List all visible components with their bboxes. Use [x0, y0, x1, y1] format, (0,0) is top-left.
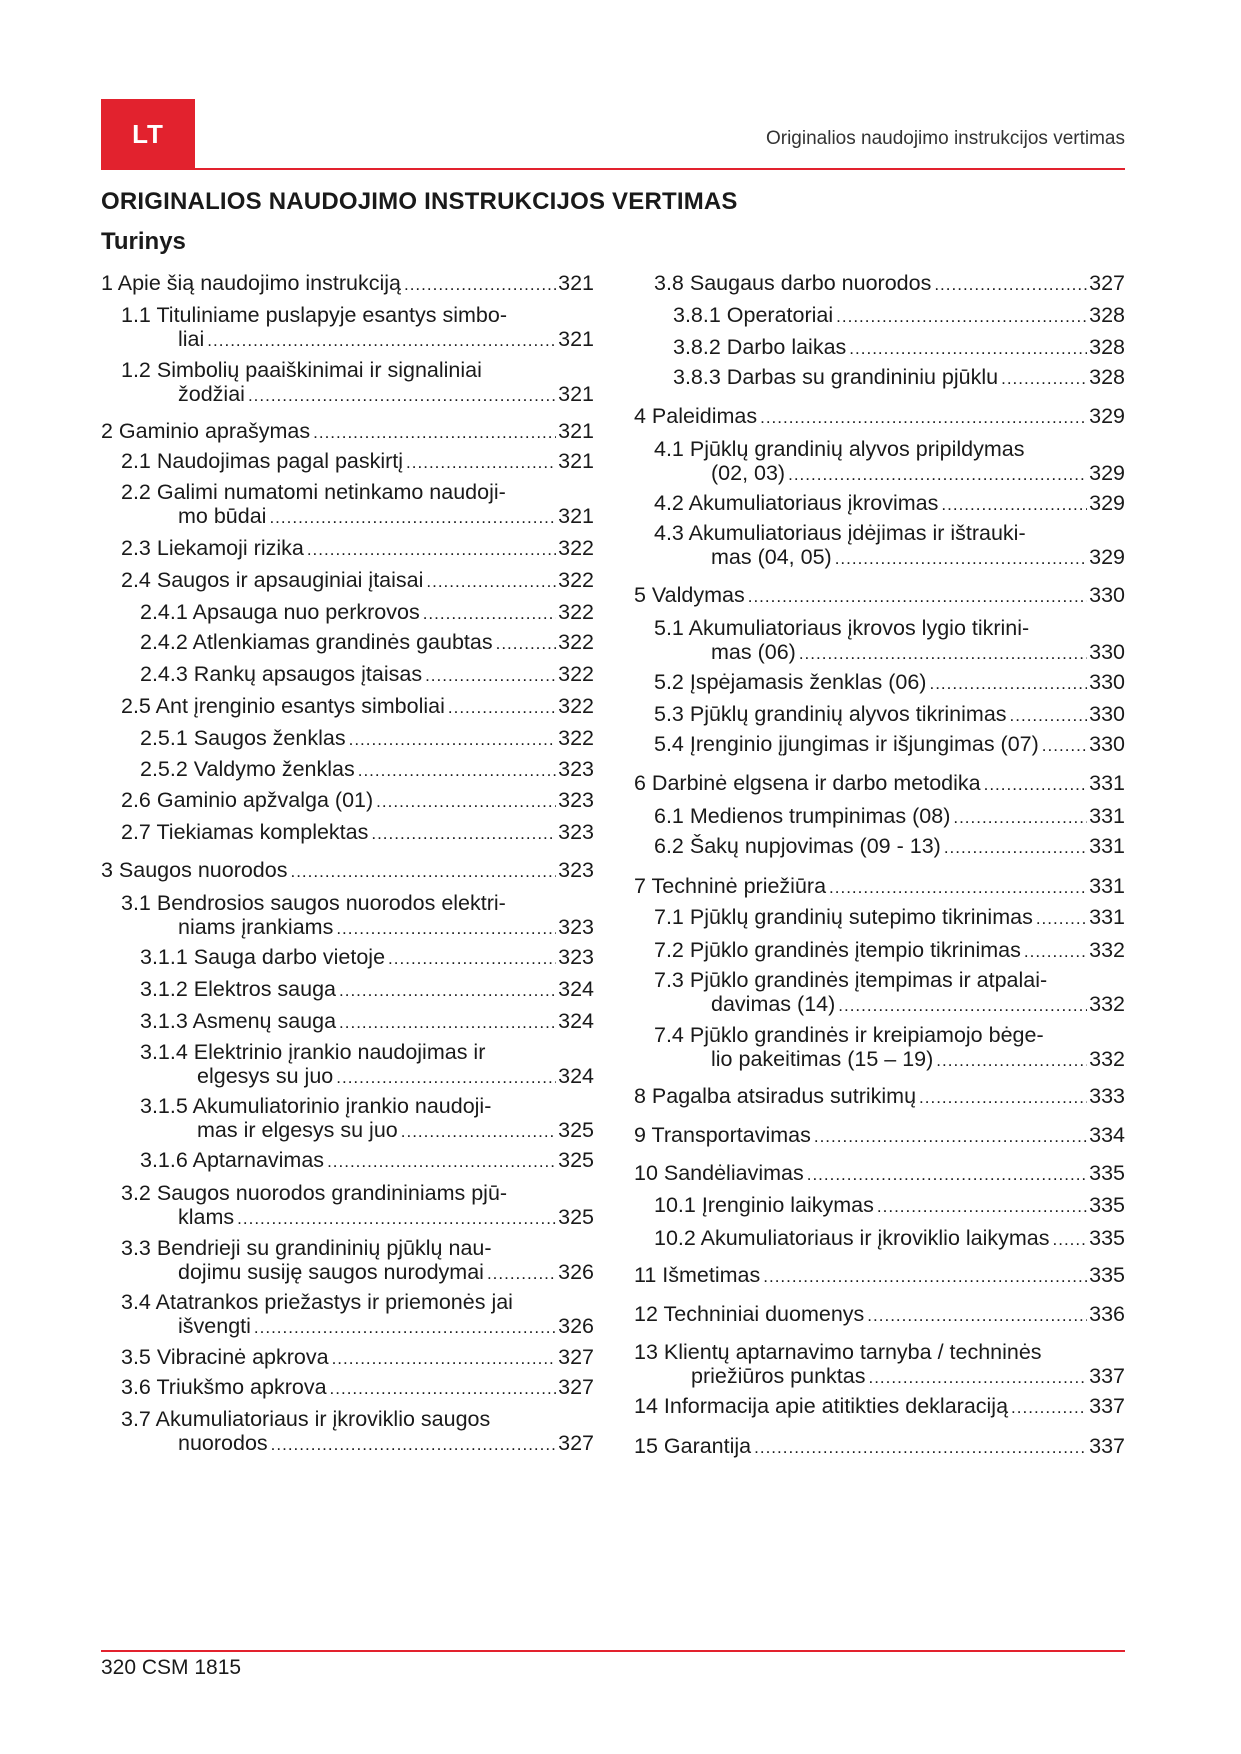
toc-entry[interactable]: [673, 302, 1125, 328]
toc-entry-continuation: priežiūros punktas: [691, 1364, 866, 1388]
dot-leader: [838, 995, 1087, 1017]
dot-leader: [425, 665, 556, 687]
toc-entry[interactable]: [178, 1430, 594, 1456]
dot-leader: [1036, 908, 1087, 930]
toc-page-number: 330: [1089, 702, 1125, 726]
toc-entry[interactable]: [654, 1225, 1125, 1251]
toc-entry[interactable]: [140, 661, 594, 687]
toc-page-number: 323: [558, 945, 594, 969]
toc-page-number: 328: [1089, 303, 1125, 327]
dot-leader: [496, 633, 557, 655]
toc-entry-text: 3.8.2 Darbo laikas: [673, 335, 847, 359]
toc-entry-text: 4 Paleidimas: [634, 404, 758, 428]
toc-entry-text: 6.1 Medienos trumpinimas (08): [654, 804, 951, 828]
toc-entry[interactable]: [101, 270, 594, 296]
toc-entry-text: 3.1.6 Aptarnavimas: [140, 1148, 325, 1172]
toc-entry[interactable]: [634, 770, 1125, 796]
toc-entry[interactable]: [654, 731, 1125, 757]
toc-entry-text: 10.2 Akumuliatoriaus ir įkroviklio laikymas: [654, 1226, 1050, 1250]
dot-leader: [934, 274, 1087, 296]
toc-page-number: 327: [558, 1375, 594, 1399]
toc-heading: Turinys: [101, 228, 186, 255]
toc-page-number: 321: [558, 271, 594, 295]
toc-page-number: 329: [1089, 545, 1125, 569]
dot-leader: [448, 697, 556, 719]
toc-page-number: 330: [1089, 732, 1125, 756]
toc-entry-text: 2.4.2 Atlenkiamas grandinės gaubtas: [140, 630, 493, 654]
toc-entry-continuation: liai: [178, 327, 205, 351]
toc-entry-text: 7.1 Pjūklų grandinių sutepimo tikrinimas: [654, 905, 1033, 929]
toc-entry-text: 5.2 Įspėjamasis ženklas (06): [654, 670, 927, 694]
toc-entry-text: 12 Techniniai duomenys: [634, 1302, 865, 1326]
dot-leader: [248, 385, 556, 407]
toc-entry-text: 2.5.1 Saugos ženklas: [140, 726, 346, 750]
toc-page-number: 325: [558, 1148, 594, 1172]
toc-entry-text: 2.4.1 Apsauga nuo perkrovos: [140, 600, 420, 624]
toc-entry-text: 2.7 Tiekiamas komplektas: [121, 820, 369, 844]
toc-entry[interactable]: [634, 1262, 1125, 1288]
dot-leader: [936, 1050, 1087, 1072]
toc-page-number: 329: [1089, 461, 1125, 485]
toc-entry[interactable]: [673, 364, 1125, 390]
toc-entry-text: 3.5 Vibracinė apkrova: [121, 1345, 329, 1369]
toc-entry[interactable]: [654, 833, 1125, 859]
document-title: ORIGINALIOS NAUDOJIMO INSTRUKCIJOS VERTIMAS: [101, 188, 738, 215]
dot-leader: [1024, 941, 1087, 963]
toc-entry[interactable]: [654, 904, 1125, 930]
toc-entry-text: 7.4 Pjūklo grandinės ir kreipiamojo bėge-: [654, 1023, 1044, 1047]
toc-entry-text: 7.3 Pjūklo grandinės įtempimas ir atpalai-: [654, 968, 1048, 992]
dot-leader: [799, 643, 1087, 665]
toc-entry[interactable]: [197, 1117, 594, 1143]
dot-leader: [829, 877, 1087, 899]
running-header-title: Originalios naudojimo instrukcijos vertimas: [765, 128, 1125, 149]
toc-entry[interactable]: [634, 1122, 1125, 1148]
toc-page-number: 330: [1089, 583, 1125, 607]
toc-page-number: 323: [558, 915, 594, 939]
toc-entry-text: 3.8 Saugaus darbo nuorodos: [654, 271, 932, 295]
toc-entry-text: 6.2 Šakų nupjovimas (09 - 13): [654, 834, 941, 858]
toc-entry-text: 15 Garantija: [634, 1434, 752, 1458]
toc-entry[interactable]: [178, 326, 594, 352]
dot-leader: [814, 1126, 1087, 1148]
toc-page-number: 335: [1089, 1161, 1125, 1185]
toc-entry-text: 8 Pagalba atsiradus sutrikimų: [634, 1084, 917, 1108]
dot-leader: [953, 807, 1087, 829]
dot-leader: [388, 948, 556, 970]
toc-page-number: 325: [558, 1118, 594, 1142]
toc-entry-text: 3 Saugos nuorodos: [101, 858, 288, 882]
toc-entry[interactable]: [654, 669, 1125, 695]
toc-entry-continuation: elgesys su juo: [197, 1064, 334, 1088]
toc-entry[interactable]: [178, 914, 594, 940]
toc-entry[interactable]: [634, 403, 1125, 429]
toc-entry[interactable]: [178, 1259, 594, 1285]
toc-entry[interactable]: [711, 1046, 1125, 1072]
toc-entry[interactable]: [711, 544, 1125, 570]
toc-page-number: 321: [558, 327, 594, 351]
page-footer: 320 CSM 1815: [101, 1656, 242, 1679]
toc-entry-text: 3.1.3 Asmenų sauga: [140, 1009, 337, 1033]
toc-entry-text: 5.4 Įrenginio įjungimas ir išjungimas (07): [654, 732, 1039, 756]
toc-entry[interactable]: [178, 503, 594, 529]
toc-entry[interactable]: [140, 725, 594, 751]
toc-entry[interactable]: [140, 629, 594, 655]
toc-entry[interactable]: [178, 1204, 594, 1230]
toc-page-number: 335: [1089, 1263, 1125, 1287]
toc-entry-text: 2.5 Ant įrenginio esantys simboliai: [121, 694, 445, 718]
toc-entry-text: 3.8.1 Operatoriai: [673, 303, 834, 327]
toc-page-number: 326: [558, 1314, 594, 1338]
toc-entry-continuation: mas (04, 05): [711, 545, 832, 569]
dot-leader: [836, 306, 1087, 328]
toc-entry[interactable]: [178, 1313, 594, 1339]
toc-entry-text: 3.3 Bendrieji su grandininių pjūklų nau-: [121, 1236, 492, 1260]
toc-entry-text: 2.2 Galimi numatomi netinkamo naudoji-: [121, 480, 506, 504]
toc-entry-continuation: (02, 03): [711, 461, 786, 485]
toc-page-number: 327: [558, 1345, 594, 1369]
toc-entry[interactable]: [121, 787, 594, 813]
toc-entry[interactable]: [691, 1363, 1125, 1389]
toc-entry-text: 3.8.3 Darbas su grandininiu pjūklu: [673, 365, 999, 389]
dot-leader: [254, 1317, 556, 1339]
dot-leader: [941, 494, 1087, 516]
toc-entry-text: 3.6 Triukšmo apkrova: [121, 1375, 327, 1399]
toc-page-number: 322: [558, 662, 594, 686]
toc-entry[interactable]: [634, 1083, 1125, 1109]
toc-entry-text: 5.3 Pjūklų grandinių alyvos tikrinimas: [654, 702, 1007, 726]
toc-page-number: 322: [558, 568, 594, 592]
dot-leader: [358, 760, 556, 782]
toc-entry-text: 10.1 Įrenginio laikymas: [654, 1193, 874, 1217]
toc-entry-text: 6 Darbinė elgsena ir darbo metodika: [634, 771, 981, 795]
dot-leader: [406, 452, 556, 474]
toc-page-number: 331: [1089, 874, 1125, 898]
toc-page-number: 325: [558, 1205, 594, 1229]
dot-leader: [313, 422, 556, 444]
toc-entry[interactable]: [140, 756, 594, 782]
toc-page-number: 337: [1089, 1434, 1125, 1458]
toc-page-number: 326: [558, 1260, 594, 1284]
toc-entry-text: 1 Apie šią naudojimo instrukciją: [101, 271, 401, 295]
toc-entry-text: 3.1.4 Elektrinio įrankio naudojimas ir: [140, 1040, 486, 1064]
toc-page-number: 335: [1089, 1226, 1125, 1250]
toc-entry-continuation: mas (06): [711, 640, 796, 664]
toc-entry-continuation: išvengti: [178, 1314, 251, 1338]
dot-leader: [487, 1263, 556, 1285]
toc-page-number: 337: [1089, 1394, 1125, 1418]
dot-leader: [339, 1012, 556, 1034]
toc-entry[interactable]: [121, 1374, 594, 1400]
toc-entry-text: 2.4.3 Rankų apsaugos įtaisas: [140, 662, 423, 686]
dot-leader: [919, 1087, 1087, 1109]
dot-leader: [327, 1151, 556, 1173]
dot-leader: [944, 837, 1087, 859]
toc-entry[interactable]: [654, 701, 1125, 727]
dot-leader: [426, 571, 556, 593]
footer-divider: [101, 1650, 1125, 1652]
toc-entry-text: 10 Sandėliavimas: [634, 1161, 804, 1185]
toc-page-number: 329: [1089, 491, 1125, 515]
toc-entry[interactable]: [101, 418, 594, 444]
dot-leader: [271, 1434, 556, 1456]
toc-entry[interactable]: [140, 599, 594, 625]
toc-entry-text: 9 Transportavimas: [634, 1123, 811, 1147]
toc-page-number: 327: [1089, 271, 1125, 295]
dot-leader: [1001, 368, 1087, 390]
toc-entry-continuation: davimas (14): [711, 992, 836, 1016]
toc-entry[interactable]: [121, 567, 594, 593]
toc-entry[interactable]: [711, 639, 1125, 665]
toc-page-number: 330: [1089, 640, 1125, 664]
toc-page-number: 323: [558, 757, 594, 781]
dot-leader: [1042, 735, 1087, 757]
dot-leader: [269, 507, 556, 529]
toc-page-number: 335: [1089, 1193, 1125, 1217]
toc-entry-text: 5 Valdymas: [634, 583, 745, 607]
toc-page-number: 337: [1089, 1364, 1125, 1388]
toc-page-number: 321: [558, 419, 594, 443]
toc-page-number: 324: [558, 1064, 594, 1088]
toc-entry-continuation: žodžiai: [178, 382, 245, 406]
toc-entry-text: 1.1 Tituliniame puslapyje esantys simbo-: [121, 303, 507, 327]
toc-entry-continuation: mas ir elgesys su juo: [197, 1118, 398, 1142]
dot-leader: [1010, 705, 1088, 727]
toc-page-number: 334: [1089, 1123, 1125, 1147]
toc-entry-text: 4.1 Pjūklų grandinių alyvos pripildymas: [654, 437, 1025, 461]
toc-page-number: 328: [1089, 335, 1125, 359]
toc-page-number: 333: [1089, 1084, 1125, 1108]
toc-entry-text: 13 Klientų aptarnavimo tarnyba / techninės: [634, 1340, 1042, 1364]
dot-leader: [339, 980, 556, 1002]
dot-leader: [748, 586, 1087, 608]
toc-entry[interactable]: [121, 535, 594, 561]
dot-leader: [376, 791, 556, 813]
dot-leader: [1011, 1397, 1087, 1419]
toc-entry-text: 7.2 Pjūklo grandinės įtempio tikrinimas: [654, 938, 1021, 962]
toc-page-number: 322: [558, 694, 594, 718]
dot-leader: [336, 918, 556, 940]
dot-leader: [336, 1067, 556, 1089]
toc-entry[interactable]: [121, 819, 594, 845]
toc-entry-text: 3.1.1 Sauga darbo vietoje: [140, 945, 386, 969]
toc-entry-continuation: dojimu susiję saugos nurodymai: [178, 1260, 484, 1284]
toc-page-number: 324: [558, 1009, 594, 1033]
toc-page-number: 324: [558, 977, 594, 1001]
toc-page-number: 322: [558, 536, 594, 560]
dot-leader: [349, 729, 557, 751]
toc-entry[interactable]: [654, 937, 1125, 963]
toc-entry-text: 2 Gaminio aprašymas: [101, 419, 311, 443]
dot-leader: [835, 548, 1087, 570]
dot-leader: [423, 603, 556, 625]
dot-leader: [877, 1196, 1087, 1218]
toc-page-number: 328: [1089, 365, 1125, 389]
toc-page-number: 331: [1089, 834, 1125, 858]
toc-entry[interactable]: [634, 1160, 1125, 1186]
toc-entry[interactable]: [197, 1063, 594, 1089]
toc-entry[interactable]: [711, 991, 1125, 1017]
toc-page-number: 322: [558, 600, 594, 624]
toc-entry-text: 2.5.2 Valdymo ženklas: [140, 757, 355, 781]
toc-entry-continuation: lio pakeitimas (15 – 19): [711, 1047, 934, 1071]
toc-entry[interactable]: [711, 460, 1125, 486]
toc-entry-text: 3.4 Atatrankos priežastys ir priemonės jai: [121, 1290, 513, 1314]
toc-entry[interactable]: [654, 1192, 1125, 1218]
toc-entry[interactable]: [140, 1008, 594, 1034]
toc-page-number: 331: [1089, 804, 1125, 828]
toc-entry-continuation: niams įrankiams: [178, 915, 334, 939]
toc-entry-text: 4.3 Akumuliatoriaus įdėjimas ir ištrauki-: [654, 521, 1026, 545]
dot-leader: [371, 823, 556, 845]
toc-page-number: 323: [558, 788, 594, 812]
toc-entry-text: 3.1.5 Akumuliatorinio įrankio naudoji-: [140, 1094, 492, 1118]
toc-entry[interactable]: [654, 803, 1125, 829]
dot-leader: [332, 1348, 557, 1370]
toc-entry[interactable]: [140, 944, 594, 970]
toc-entry-text: 2.6 Gaminio apžvalga (01): [121, 788, 374, 812]
dot-leader: [754, 1437, 1087, 1459]
dot-leader: [760, 407, 1087, 429]
toc-entry[interactable]: [121, 693, 594, 719]
toc-page-number: 321: [558, 449, 594, 473]
dot-leader: [763, 1266, 1087, 1288]
toc-entry[interactable]: [634, 1433, 1125, 1459]
toc-page-number: 332: [1089, 1047, 1125, 1071]
toc-entry-text: 2.3 Liekamoji rizika: [121, 536, 304, 560]
toc-page-number: 330: [1089, 670, 1125, 694]
toc-entry-text: 2.4 Saugos ir apsauginiai įtaisai: [121, 568, 424, 592]
toc-entry-text: 3.1 Bendrosios saugos nuorodos elektri-: [121, 891, 506, 915]
toc-entry[interactable]: [634, 1301, 1125, 1327]
toc-entry-text: 2.1 Naudojimas pagal paskirtį: [121, 449, 404, 473]
toc-entry[interactable]: [140, 976, 594, 1002]
language-badge: LT: [101, 99, 195, 169]
toc-page-number: 332: [1089, 992, 1125, 1016]
toc-entry[interactable]: [178, 381, 594, 407]
toc-entry[interactable]: [121, 448, 594, 474]
toc-page-number: 322: [558, 630, 594, 654]
dot-leader: [290, 861, 556, 883]
dot-leader: [867, 1305, 1087, 1327]
toc-page-number: 331: [1089, 771, 1125, 795]
dot-leader: [929, 673, 1087, 695]
toc-entry-continuation: nuorodos: [178, 1431, 268, 1455]
toc-entry-text: 1.2 Simbolių paaiškinimai ir signaliniai: [121, 358, 482, 382]
toc-entry-text: 4.2 Akumuliatoriaus įkrovimas: [654, 491, 939, 515]
toc-entry-text: 3.1.2 Elektros sauga: [140, 977, 337, 1001]
toc-entry-text: 14 Informacija apie atitikties deklaraciją: [634, 1394, 1009, 1418]
toc-page-number: 321: [558, 382, 594, 406]
dot-leader: [788, 464, 1087, 486]
toc-entry[interactable]: [121, 1344, 594, 1370]
toc-entry[interactable]: [654, 270, 1125, 296]
dot-leader: [207, 330, 556, 352]
dot-leader: [1053, 1229, 1088, 1251]
dot-leader: [404, 274, 556, 296]
toc-entry[interactable]: [673, 334, 1125, 360]
dot-leader: [984, 774, 1088, 796]
toc-entry[interactable]: [634, 873, 1125, 899]
toc-page-number: 322: [558, 726, 594, 750]
toc-entry-continuation: klams: [178, 1205, 235, 1229]
toc-entry-text: 11 Išmetimas: [634, 1263, 761, 1287]
toc-page-number: 323: [558, 858, 594, 882]
dot-leader: [401, 1121, 556, 1143]
header-divider: [101, 168, 1125, 170]
dot-leader: [807, 1164, 1087, 1186]
toc-entry[interactable]: [634, 582, 1125, 608]
dot-leader: [330, 1378, 557, 1400]
toc-entry-text: 5.1 Akumuliatoriaus įkrovos lygio tikrini-: [654, 616, 1030, 640]
toc-entry-text: 3.7 Akumuliatoriaus ir įkroviklio saugos: [121, 1407, 491, 1431]
toc-page-number: 321: [558, 504, 594, 528]
toc-page-number: 331: [1089, 905, 1125, 929]
toc-entry-continuation: mo būdai: [178, 504, 267, 528]
toc-page-number: 329: [1089, 404, 1125, 428]
toc-entry[interactable]: [634, 1393, 1125, 1419]
toc-entry[interactable]: [101, 857, 594, 883]
dot-leader: [868, 1367, 1087, 1389]
toc-page-number: 332: [1089, 938, 1125, 962]
dot-leader: [849, 338, 1087, 360]
toc-entry-text: 7 Techninė priežiūra: [634, 874, 827, 898]
toc-entry[interactable]: [140, 1147, 594, 1173]
toc-entry[interactable]: [654, 490, 1125, 516]
dot-leader: [307, 539, 556, 561]
toc-page-number: 327: [558, 1431, 594, 1455]
dot-leader: [237, 1208, 556, 1230]
toc-page-number: 336: [1089, 1302, 1125, 1326]
toc-page-number: 323: [558, 820, 594, 844]
toc-entry-text: 3.2 Saugos nuorodos grandininiams pjū-: [121, 1181, 508, 1205]
